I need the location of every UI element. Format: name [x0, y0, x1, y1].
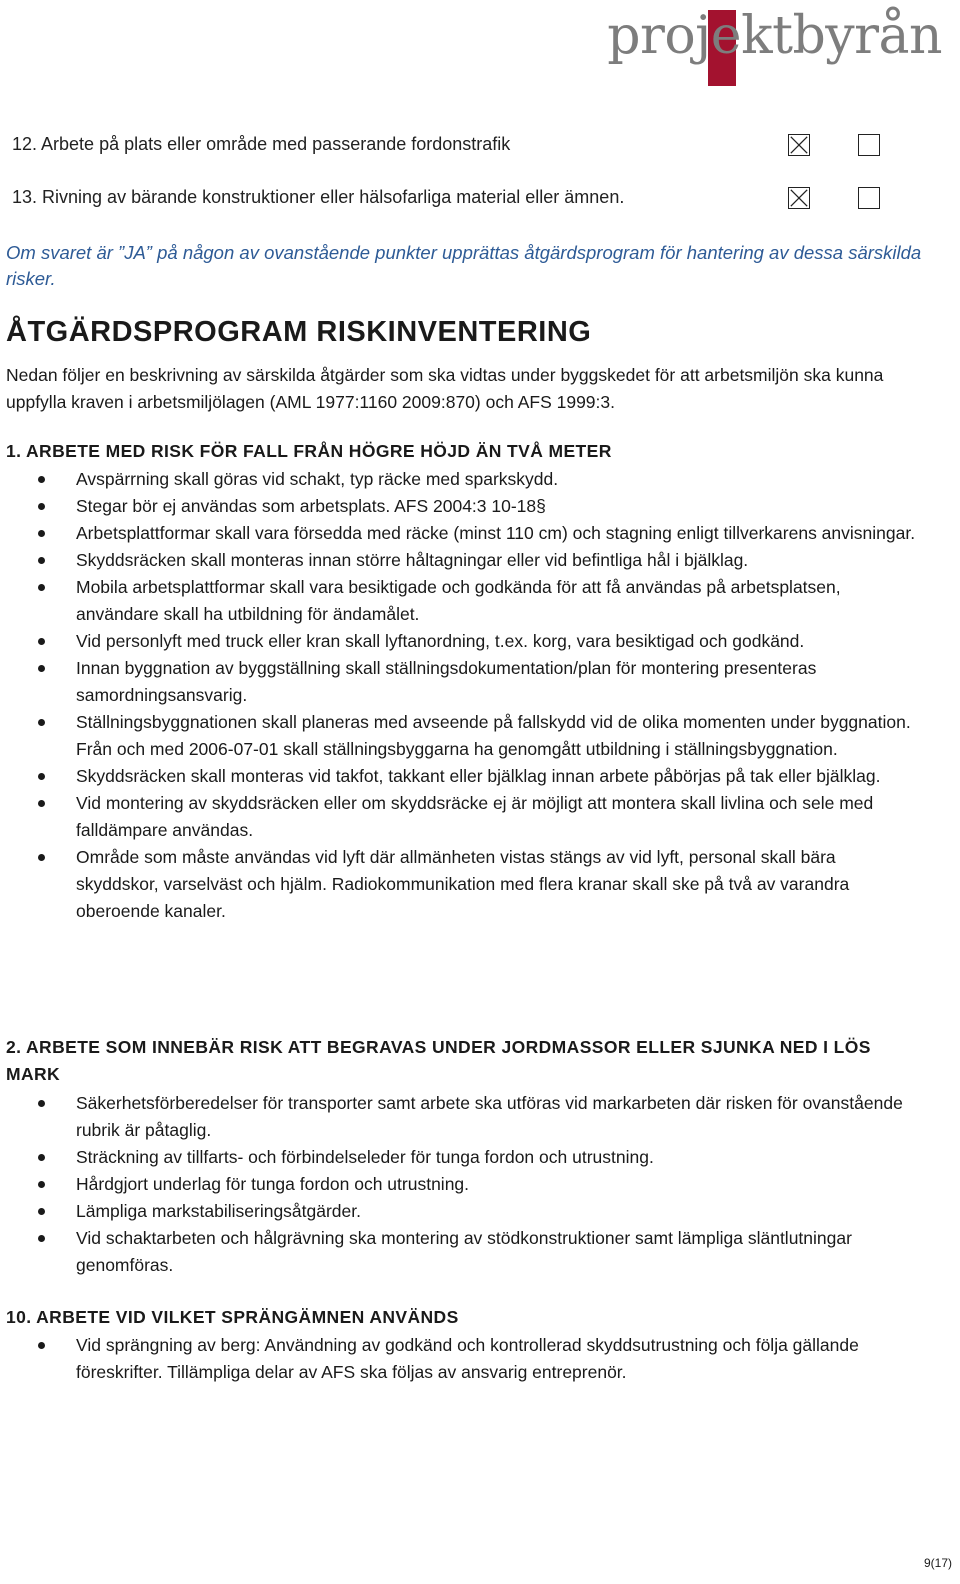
bullet-icon [38, 665, 45, 672]
yes-checkbox-12[interactable] [788, 134, 810, 156]
bullet-icon [38, 638, 45, 645]
checklist-label: 13. Rivning av bärande konstruktioner eller hälsofarliga material eller ämnen. [12, 187, 625, 207]
list-item [0, 844, 930, 925]
list-item-text: Skyddsräcken skall monteras innan större håltagningar eller vid befintliga hål i bjälklag. [76, 550, 749, 570]
bullet-icon [38, 584, 45, 591]
list-item [0, 763, 930, 790]
list-item-text: Stegar bör ej användas som arbetsplats. AFS 2004:3 10-18§ [76, 496, 546, 516]
bullet-icon [38, 773, 45, 780]
list-item [0, 574, 930, 628]
list-item-text: Skyddsräcken skall monteras vid takfot, takkant eller bjälklag innan arbete påbörjas på tak eller bjälklag. [76, 766, 881, 786]
list-item-text: Lämpliga markstabiliseringsåtgärder. [76, 1201, 361, 1221]
list-item [0, 1225, 930, 1279]
section-10-list [0, 1332, 930, 1386]
list-item [0, 547, 930, 574]
list-item [0, 1144, 930, 1171]
bullet-icon [38, 1235, 45, 1242]
company-logo [607, 4, 942, 84]
bullet-icon [38, 800, 45, 807]
list-item [0, 1332, 930, 1386]
logo-text: projektbyrån [607, 6, 942, 66]
list-item [0, 655, 930, 709]
list-item-text: Sträckning av tillfarts- och förbindelseleder för tunga fordon och utrustning. [76, 1147, 654, 1167]
section-heading-1: 1. ARBETE MED RISK FÖR FALL FRÅN HÖGRE HÖJD ÄN TVÅ METER [6, 441, 612, 461]
list-item-text: Säkerhetsförberedelser för transporter samt arbete ska utföras vid markarbeten där risken för ovanstående rubrik är påtaglig. [76, 1093, 903, 1140]
list-item-text: Vid sprängning av berg: Användning av godkänd och kontrollerad skyddsutrustning och följa gällande föreskrifter. Tillämpliga delar av AFS ska följas av ansvarig entreprenör. [76, 1335, 859, 1382]
instruction-note: Om svaret är ”JA” på någon av ovanstående punkter upprättas åtgärdsprogram för hantering av dessa särskilda risker. [6, 242, 922, 289]
list-item [0, 1198, 930, 1225]
bullet-icon [38, 476, 45, 483]
list-item-text: Arbetsplattformar skall vara försedda med räcke (minst 110 cm) och stagning enligt tillverkarens anvisningar. [76, 523, 916, 543]
list-item-text: Ställningsbyggnationen skall planeras med avseende på fallskydd vid de olika momenten under byggnation. Från och med 2006-07-01 skall ställningsbyggarna ha genomgått utbildning i ställningsbyggnation. [76, 712, 911, 759]
list-item-text: Mobila arbetsplattformar skall vara besiktigade och godkända för att få användas på arbetsplatsen, användare skall ha utbildning för ändamålet. [76, 577, 841, 624]
bullet-icon [38, 1154, 45, 1161]
list-item [0, 466, 930, 493]
bullet-icon [38, 854, 45, 861]
section-2-list [0, 1090, 930, 1279]
page-title: ÅTGÄRDSPROGRAM RISKINVENTERING [6, 316, 592, 348]
section-heading-10: 10. ARBETE VID VILKET SPRÄNGÄMNEN ANVÄNDS [6, 1307, 459, 1327]
list-item-text: Innan byggnation av byggställning skall ställningsdokumentation/plan för montering presenteras samordningsansvarig. [76, 658, 817, 705]
list-item-text: Avspärrning skall göras vid schakt, typ räcke med sparkskydd. [76, 469, 559, 489]
bullet-icon [38, 1100, 45, 1107]
list-item [0, 709, 930, 763]
list-item [0, 520, 930, 547]
checklist-row-13 [12, 187, 920, 213]
bullet-icon [38, 503, 45, 510]
no-checkbox-12[interactable] [858, 134, 880, 156]
page-number: 9(17) [923, 1556, 952, 1570]
intro-paragraph: Nedan följer en beskrivning av särskilda åtgärder som ska vidtas under byggskedet för att arbetsmiljön ska kunna uppfylla kraven i arbetsmiljölagen (AML 1977:1160 2009:870) och AFS 1999:3. [6, 365, 884, 412]
list-item-text: Vid personlyft med truck eller kran skall lyftanordning, t.ex. korg, vara besiktigad och godkänd. [76, 631, 805, 651]
checklist-label: 12. Arbete på plats eller område med passerande fordonstrafik [12, 134, 511, 154]
list-item [0, 790, 930, 844]
cross-icon [789, 135, 809, 155]
list-item-text: Område som måste användas vid lyft där allmänheten vistas stängs av vid lyft, personal skall bära skyddskor, varselväst och hjälm. Radiokommunikation med flera kranar skall ske på två av varandra oberoende kanaler. [76, 847, 850, 921]
checklist-row-12 [12, 134, 920, 160]
list-item-text: Vid schaktarbeten och hålgrävning ska montering av stödkonstruktioner samt lämpliga släntlutningar genomföras. [76, 1228, 852, 1275]
list-item [0, 628, 930, 655]
no-checkbox-13[interactable] [858, 187, 880, 209]
bullet-icon [38, 1342, 45, 1349]
list-item [0, 1171, 930, 1198]
cross-icon [789, 188, 809, 208]
section-heading-2: 2. ARBETE SOM INNEBÄR RISK ATT BEGRAVAS UNDER JORDMASSOR ELLER SJUNKA NED I LÖS MARK [6, 1037, 871, 1084]
list-item-text: Vid montering av skyddsräcken eller om skyddsräcke ej är möjligt att montera skall livlina och sele med falldämpare användas. [76, 793, 874, 840]
bullet-icon [38, 530, 45, 537]
section-1-list [0, 466, 930, 925]
list-item-text: Hårdgjort underlag för tunga fordon och utrustning. [76, 1174, 470, 1194]
bullet-icon [38, 719, 45, 726]
yes-checkbox-13[interactable] [788, 187, 810, 209]
bullet-icon [38, 1208, 45, 1215]
bullet-icon [38, 1181, 45, 1188]
bullet-icon [38, 557, 45, 564]
list-item [0, 1090, 930, 1144]
list-item [0, 493, 930, 520]
